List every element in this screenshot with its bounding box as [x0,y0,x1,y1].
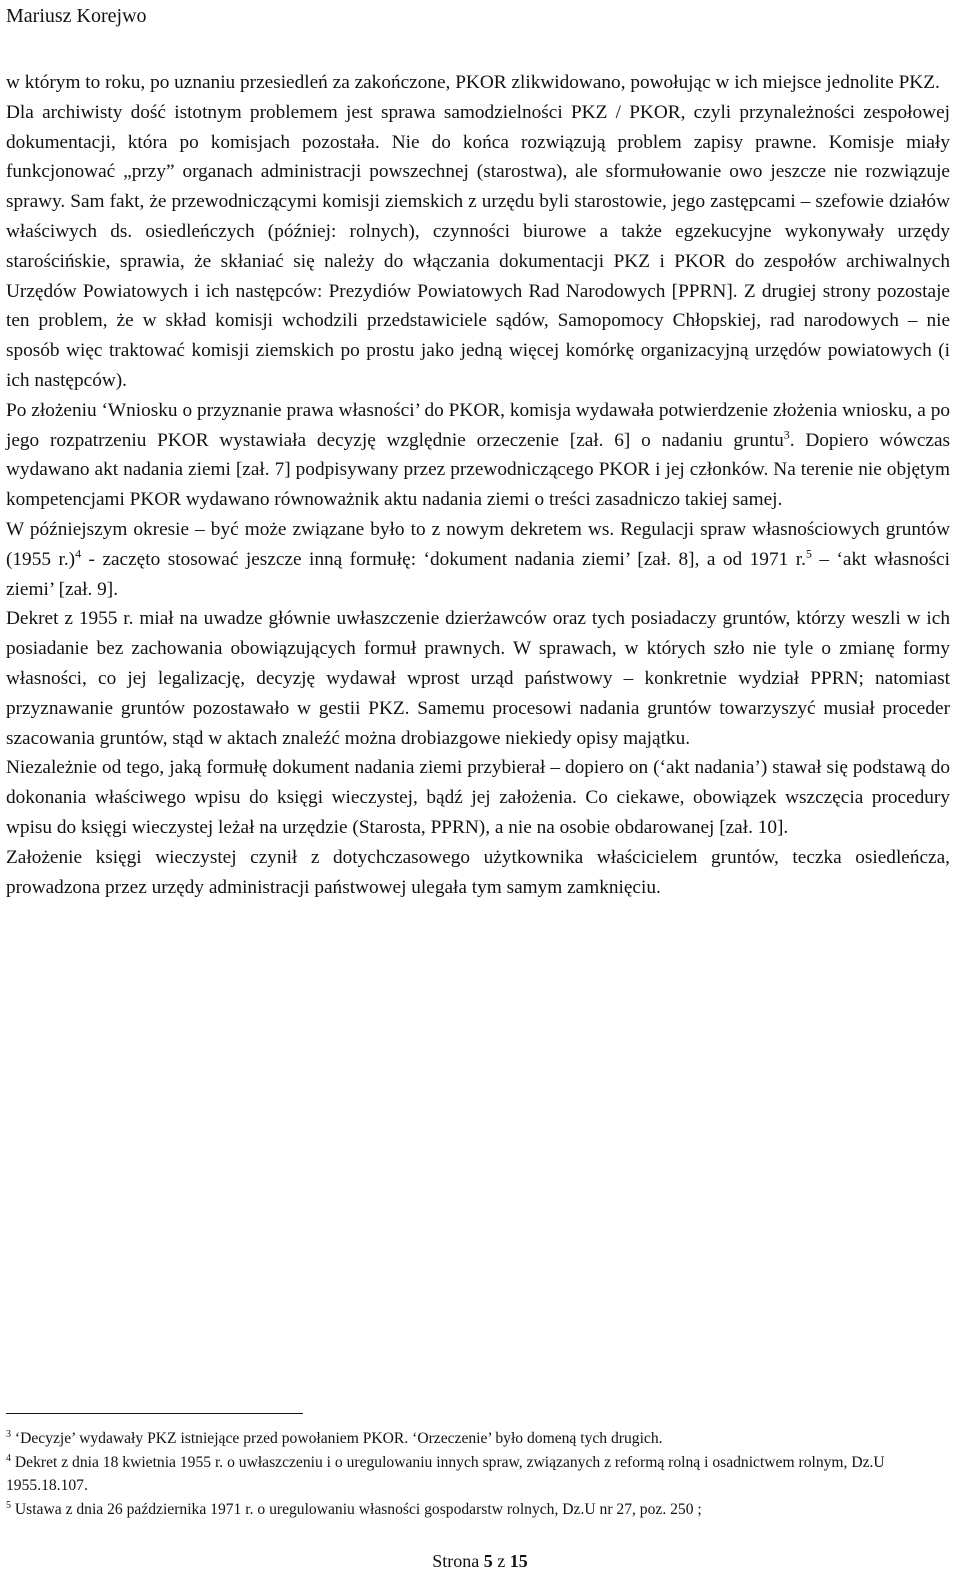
footnote-text: Ustawa z dnia 26 października 1971 r. o uregulowaniu własności gospodarstw rolnych, Dz.U nr 27, poz. 250 ; [11,1500,702,1518]
footnote-text: Dekret z dnia 18 kwietnia 1955 r. o uwłaszczeniu i o uregulowaniu innych spraw, związanych z reformą rolną i osadnictwem rolnym, Dz.U 1955.18.107. [6,1453,885,1494]
page-label: Strona [432,1551,480,1571]
page-separator: z [497,1551,506,1571]
paragraph: Założenie księgi wieczystej czynił z dotychczasowego użytkownika właścicielem gruntów, teczka osiedleńcza, prowadzona przez urzędy administracji państwowej ulegała tym samym zamknięciu. [6,846,950,898]
paragraph-text: . Dopiero wówczas wydawano akt nadania ziemi [zał. 7] podpisywany przez przewodniczącego PKOR i jej członków. Na terenie nie objętym kompetencjami PKOR wydawano równoważnik aktu nadania ziemi o treści zasadniczo takiej samej. [6,429,951,511]
paragraph: Dekret z 1955 r. miał na uwadze głównie uwłaszczenie dzierżawców oraz tych posiadaczy gruntów, którzy weszli w ich posiadanie bez zachowania obowiązujących formuł prawnych. W sprawach, w których szło nie tyle o zmianę formy własności, co jej legalizację, decyzję wydawał wprost urząd państwowy – konkretnie wydział PPRN; natomiast przyznawanie gruntów pozostawało w gestii PKZ. Samemu procesowi nadania gruntów towarzyszyć musiał proceder szacowania gruntów, stąd w aktach znaleźć można drobiazgowe niekiedy opisy majątku. [6,608,950,749]
footnote-number: 5 [6,1499,11,1511]
running-header-author: Mariusz Korejwo [6,5,147,27]
paragraph-text: – ‘akt własności ziemi’ [zał. 9]. [6,548,950,600]
footnote-item [6,1451,950,1498]
paragraph-text: - zaczęto stosować jeszcze inną formułę: ‘dokument nadania ziemi’ [zał. 8], a od 1971 r. [81,548,806,570]
page-number [0,1547,960,1575]
footnote-number: 3 [6,1428,11,1440]
paragraph-text: W późniejszym okresie – być może związane było to z nowym dekretem ws. Regulacji spraw własnościowych gruntów (1955 r.) [6,518,950,570]
document-body [6,68,950,902]
paragraph-text: Po złożeniu ‘Wniosku o przyznanie prawa własności’ do PKOR, komisja wydawała potwierdzenie złożenia wniosku, a po jego rozpatrzeniu PKOR wystawiała decyzję względnie orzeczenie [zał. 6] o nadaniu gruntu [6,399,950,451]
footnote-ref[interactable]: 5 [805,546,812,561]
footnote-text: ‘Decyzje’ wydawały PKZ istniejące przed powołaniem PKOR. ‘Orzeczenie’ było domeną tych drugich. [11,1430,663,1447]
paragraph [6,515,950,604]
footnote-item [6,1427,950,1451]
footnote-ref[interactable]: 3 [783,427,790,442]
paragraph: Dla archiwisty dość istotnym problemem jest sprawa samodzielności PKZ / PKOR, czyli przynależności zespołowej dokumentacji, która po komisjach pozostała. Nie do końca rozwiązują problem zapisy prawne. Komisje miały funkcjonować „przy” organach administracji powszechnej (starostwa), ale sformułowanie owo jeszcze nie rozwiązuje sprawy. Sam fakt, że przewodniczącymi komisji ziemskich z urzędu byli starostowie, jego zastępcami – szefowie działów właściwych ds. osiedleńczych (później: rolnych), czynności biurowe a także egzekucyjne wykonywały urzędy starościńskie, sprawia, że skłaniać się należy do włączania dokumentacji PKZ i PKOR do zespołów archiwalnych Urzędów Powiatowych i ich następców: Prezydiów Powiatowych Rad Narodowych [PPRN]. Z drugiej strony pozostaje ten problem, że w skład komisji wchodzili przedstawiciele sądów, Samopomocy Chłopskiej, rad narodowych – nie sposób więc traktować komisji ziemskich po prostu jako jedną więcej komórkę organizacyjną urzędów powiatowych (i ich następców). [6,101,950,391]
footnote-item [6,1498,950,1522]
paragraph: w którym to roku, po uznaniu przesiedleń za zakończone, PKOR zlikwidowano, powołując w ich miejsce jednolite PKZ. [6,72,940,93]
footnote-ref[interactable]: 4 [75,546,82,561]
footnote-separator [6,1413,303,1414]
footnotes [6,1427,950,1521]
paragraph [6,396,950,515]
footnote-number: 4 [6,1452,11,1464]
total-pages: 15 [509,1551,528,1571]
current-page: 5 [483,1551,493,1571]
paragraph: Niezależnie od tego, jaką formułę dokument nadania ziemi przybierał – dopiero on (‘akt nadania’) stawał się podstawą do dokonania właściwego wpisu do księgi wieczystej, bądź jej założenia. Co ciekawe, obowiązek wszczęcia procedury wpisu do księgi wieczystej leżał na urzędzie (Starosta, PPRN), a nie na osobie obdarowanej [zał. 10]. [6,757,950,838]
